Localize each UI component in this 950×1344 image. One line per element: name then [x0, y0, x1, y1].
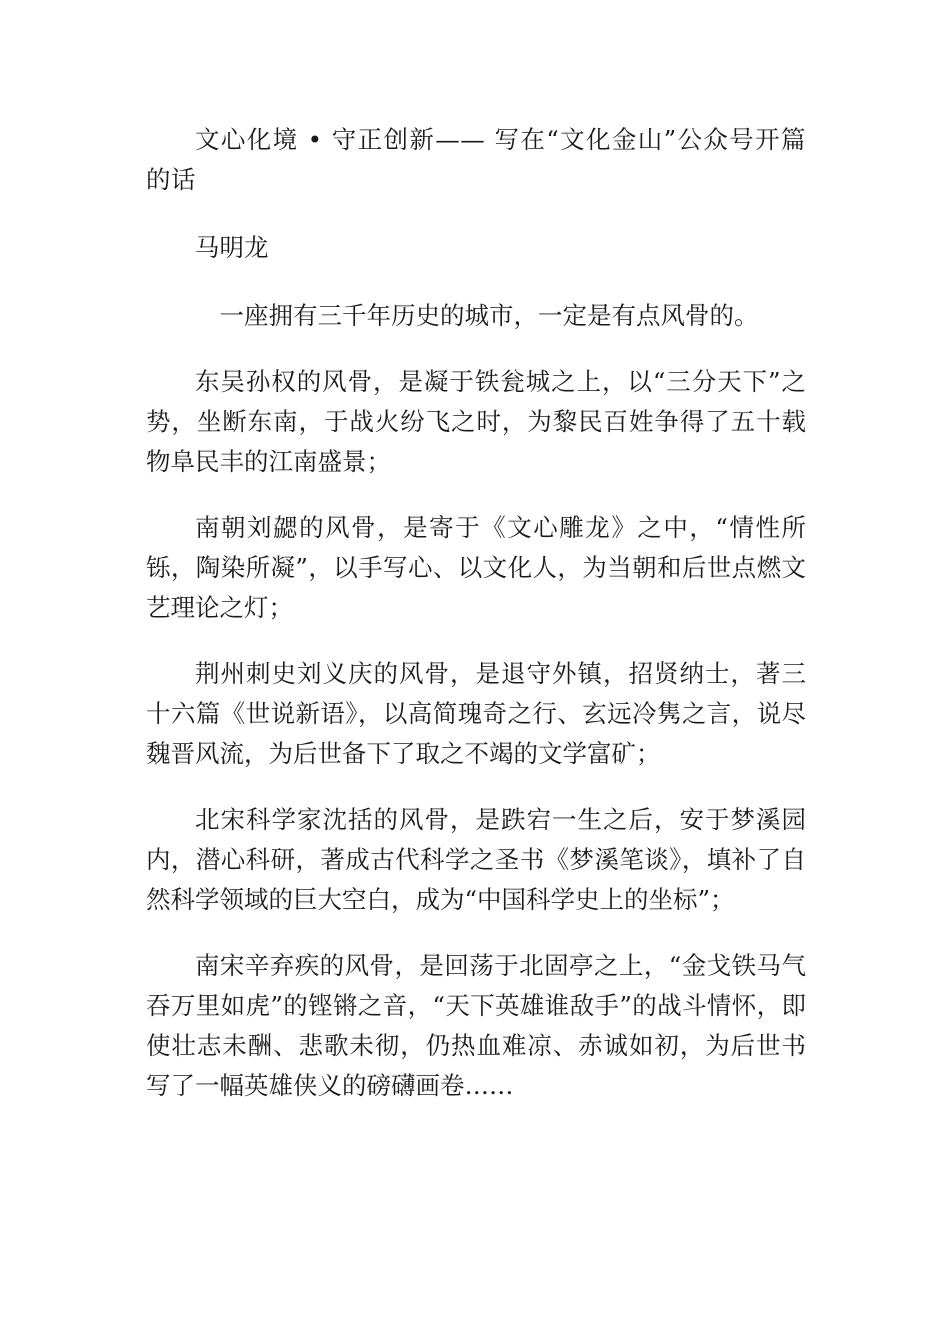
paragraph-shen-kuo: 北宋科学家沈括的风骨，是跌宕一生之后，安于梦溪园内，潜心科研，著成古代科学之圣书《梦溪笔谈》，填补了自然科学领域的巨大空白，成为“中国科学史上的坐标”；: [146, 805, 806, 914]
paragraph-liu-yiqing: 荆州刺史刘义庆的风骨，是退守外镇，招贤纳士，著三十六篇《世说新语》，以高简瑰奇之行、玄远冷隽之言，说尽魏晋风流，为后世备下了取之不竭的文学富矿；: [146, 659, 806, 768]
article-author: 马明龙: [195, 233, 269, 262]
lead-sentence: 一座拥有三千年历史的城市，一定是有点风骨的。: [219, 301, 759, 330]
article-title: 文心化境 • 守正创新—— 写在“文化金山”公众号开篇的话: [146, 125, 806, 194]
article-body: [146, 120, 806, 1106]
paragraph-liu-xie: 南朝刘勰的风骨，是寄于《文心雕龙》之中，“情性所铄，陶染所凝”，以手写心、以文化人，为当朝和后世点燃文艺理论之灯；: [146, 513, 806, 622]
paragraph-sun-quan: 东吴孙权的风骨，是凝于铁瓮城之上，以“三分天下”之势，坐断东南，于战火纷飞之时，为黎民百姓争得了五十载物阜民丰的江南盛景；: [146, 367, 806, 476]
paragraph-xin-qiji: 南宋辛弃疾的风骨，是回荡于北固亭之上，“金戈铁马气吞万里如虎”的铿锵之音，“天下英雄谁敌手”的战斗情怀，即使壮志未酬、悲歌未彻，仍热血难凉、赤诚如初，为后世书写了一幅英雄侠义的磅礴画卷……: [146, 951, 806, 1100]
